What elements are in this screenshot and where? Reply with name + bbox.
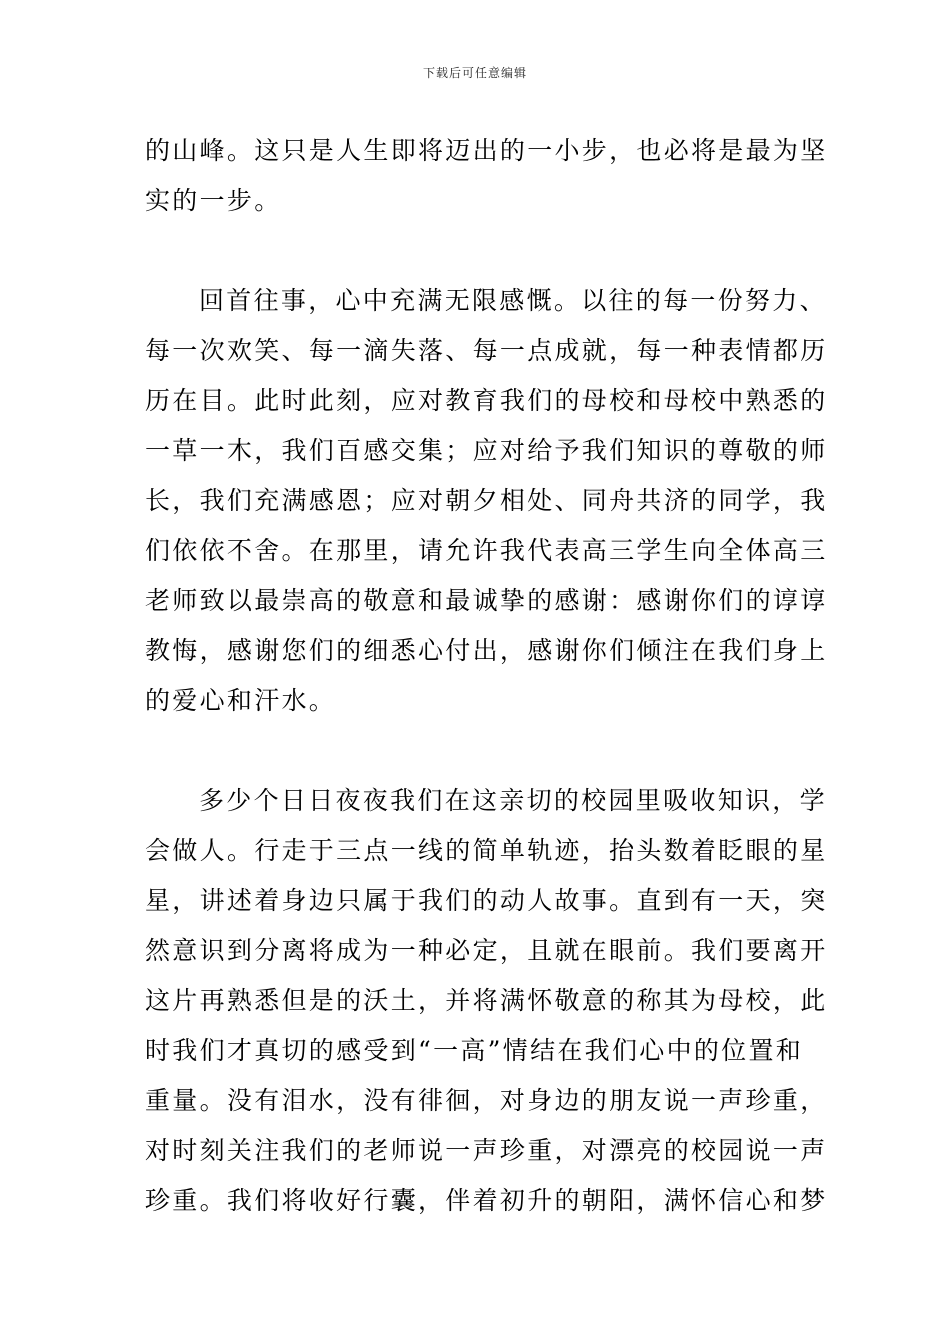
paragraph-2-line-4: 一草一木，我们百感交集；应对给予我们知识的尊敬的师 (145, 436, 828, 465)
paragraph-gap (145, 726, 809, 776)
paragraph-3-line-5: 这片再熟悉但是的沃土，并将满怀敬意的称其为母校，此 (145, 986, 828, 1015)
paragraph-3-line-8: 对时刻关注我们的老师说一声珍重，对漂亮的校园说一声 (145, 1136, 828, 1165)
paragraph-2-line-3: 历在目。此时此刻，应对教育我们的母校和母校中熟悉的 (145, 386, 828, 415)
page-header: 下载后可任意编辑 (422, 66, 527, 80)
paragraph-3-line-3: 星，讲述着身边只属于我们的动人故事。直到有一天，突 (145, 886, 828, 915)
paragraph-3-line-7: 重量。没有泪水，没有徘徊，对身边的朋友说一声珍重， (145, 1086, 828, 1115)
paragraph-3-line-4: 然意识到分离将成为一种必定，且就在眼前。我们要离开 (145, 936, 828, 965)
paragraph-2-line-7: 老师致以最崇高的敬意和最诚挚的感谢：感谢你们的谆谆 (145, 586, 828, 615)
paragraph-2-line-6: 们依依不舍。在那里，请允许我代表高三学生向全体高三 (145, 536, 828, 565)
paragraph-2-line-2: 每一次欢笑、每一滴失落、每一点成就，每一种表情都历 (145, 336, 828, 365)
paragraph-3-line-2: 会做人。行走于三点一线的简单轨迹，抬头数着眨眼的星 (145, 836, 828, 865)
paragraph-1-line-1: 的山峰。这只是人生即将迈出的一小步，也必将是最为坚 (145, 136, 828, 165)
document-body (145, 126, 828, 1226)
paragraph-2-line-8: 教悔，感谢您们的细悉心付出，感谢你们倾注在我们身上 (145, 636, 828, 665)
paragraph-2-line-9: 的爱心和汗水。 (145, 686, 337, 715)
paragraph-1-line-2: 实的一步。 (145, 186, 282, 215)
paragraph-3-line-9: 珍重。我们将收好行囊，伴着初升的朝阳，满怀信心和梦 (145, 1186, 828, 1215)
paragraph-gap (145, 226, 809, 276)
paragraph-2-line-1: 回首往事，心中充满无限感慨。以往的每一份努力、 (199, 286, 827, 315)
paragraph-3-line-6: 时我们才真切的感受到“一高”情结在我们心中的位置和 (145, 1036, 804, 1065)
paragraph-2-line-5: 长，我们充满感恩；应对朝夕相处、同舟共济的同学，我 (145, 486, 828, 515)
paragraph-3-line-1: 多少个日日夜夜我们在这亲切的校园里吸收知识，学 (199, 786, 827, 815)
